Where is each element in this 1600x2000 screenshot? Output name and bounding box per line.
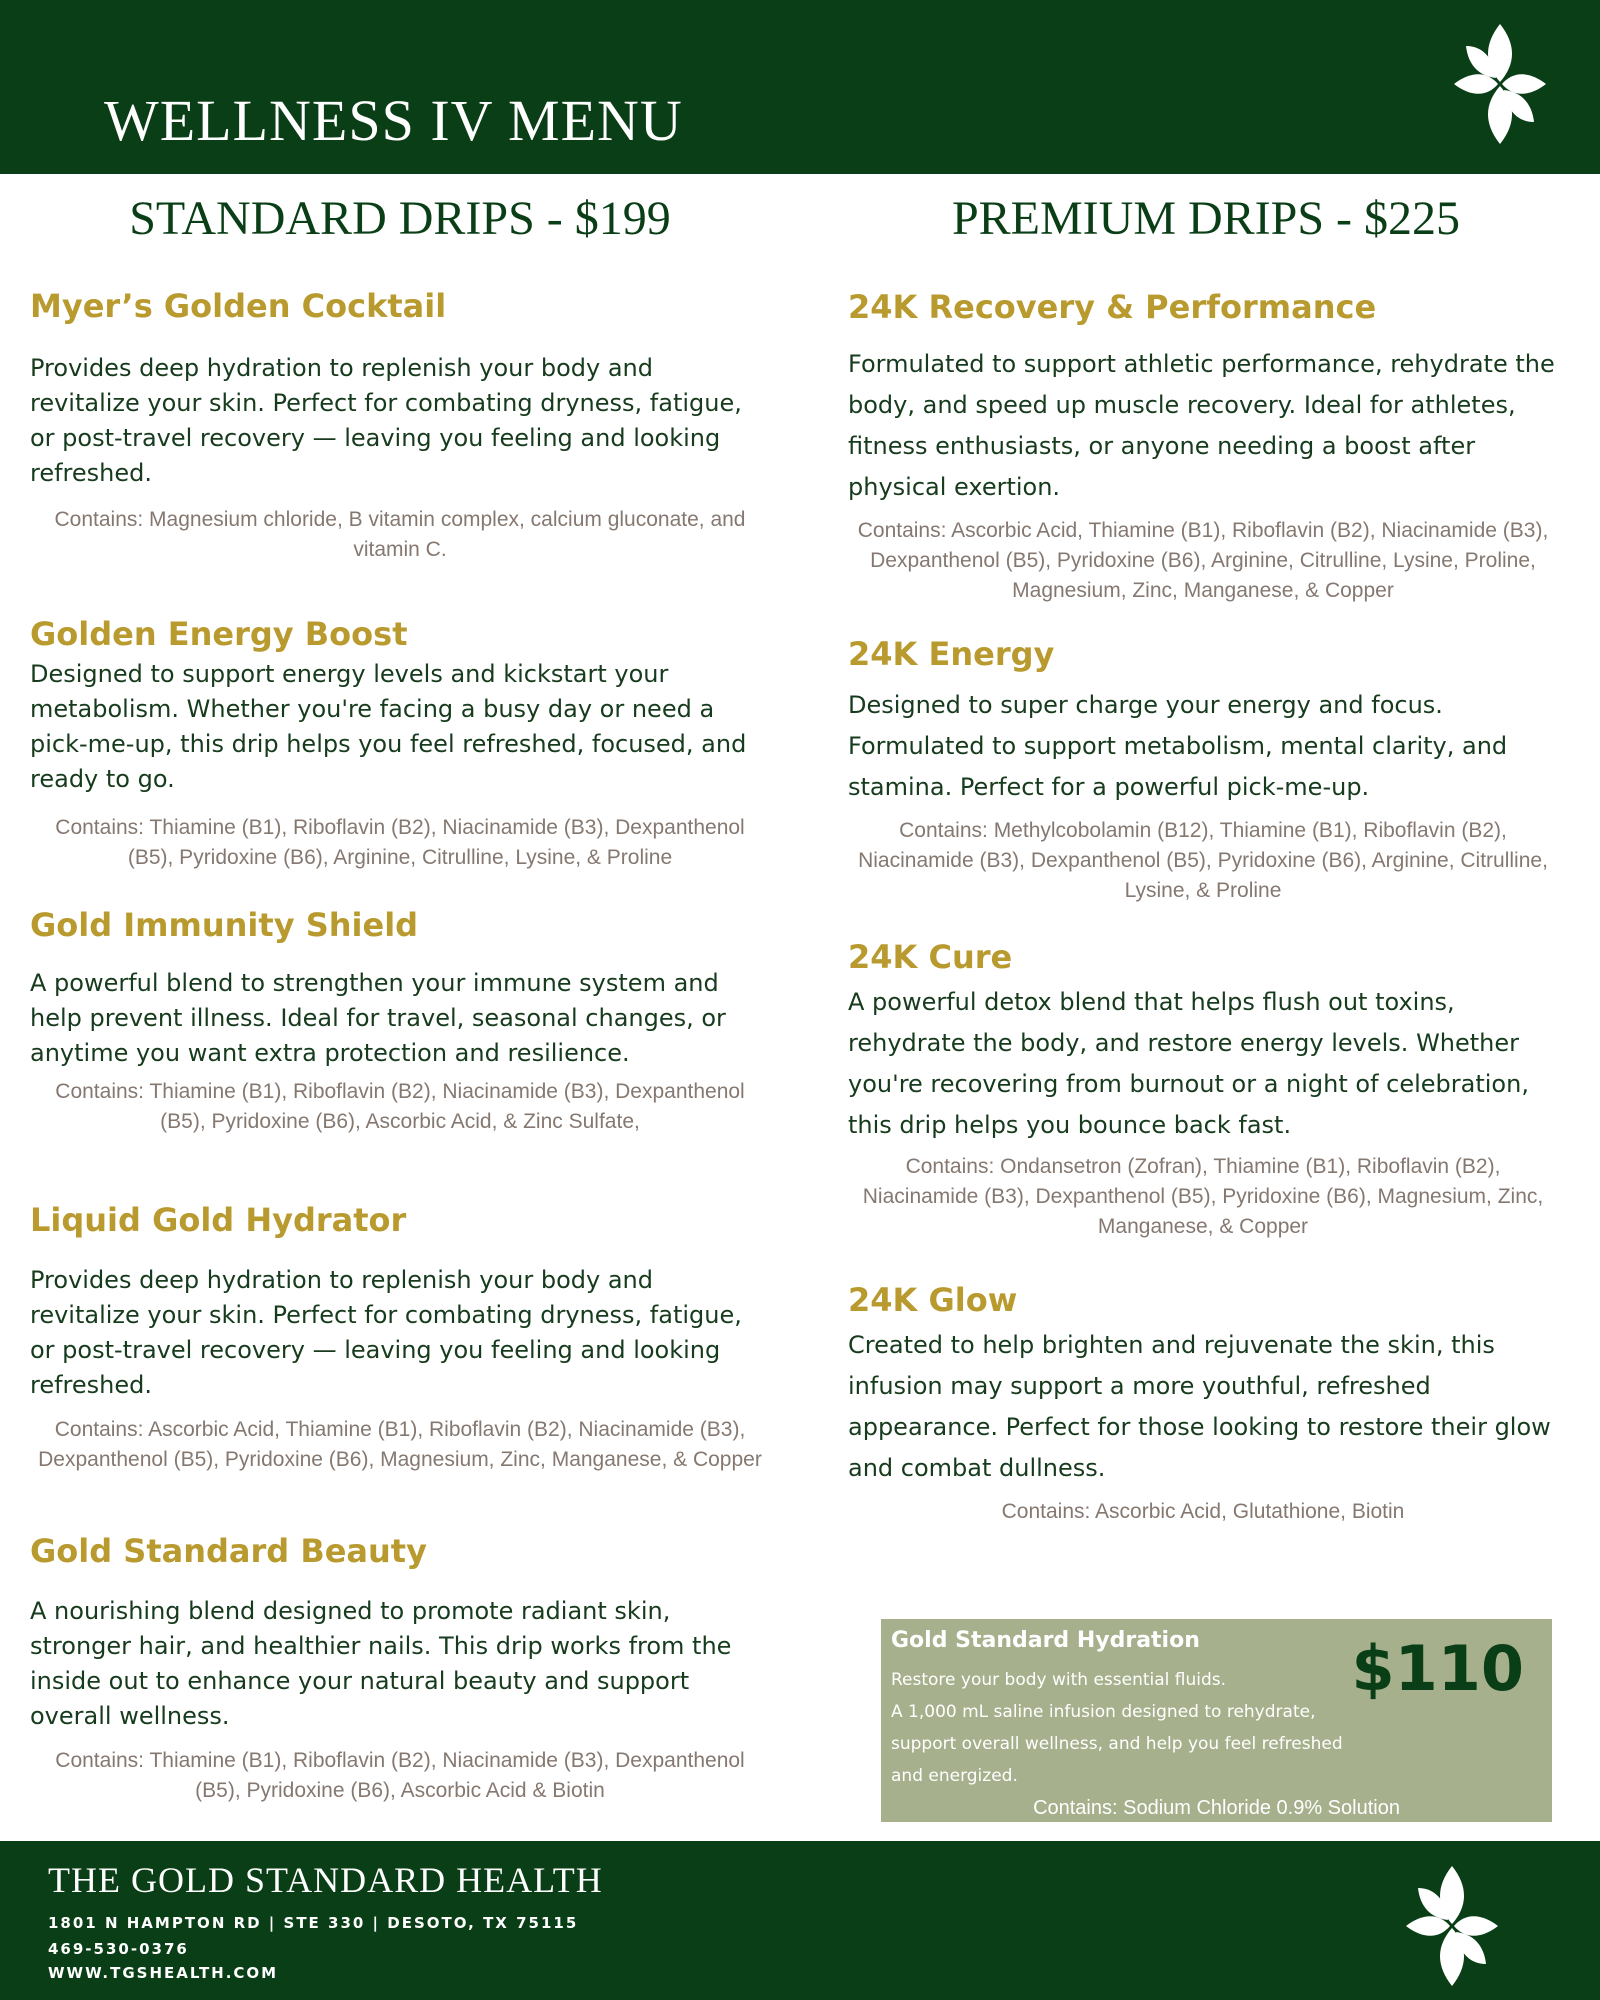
menu-item xyxy=(848,938,1558,1242)
item-contains: Contains: Thiamine (B1), Riboflavin (B2), Niacinamide (B3), Dexpanthenol (B5), Pyridoxine (B6), Ascorbic Acid, & Zinc Sulfate, xyxy=(55,1080,745,1134)
item-description: A nourishing blend designed to promote radiant skin, stronger hair, and healthier nails. This drip works from the inside out to enhance your natural beauty and support overall wellness. xyxy=(30,1597,732,1731)
item-name: Golden Energy Boost xyxy=(30,615,408,653)
item-contains: Contains: Ascorbic Acid, Thiamine (B1), Riboflavin (B2), Niacinamide (B3), Dexpanthenol (B5), Pyridoxine (B6), Arginine, Citrulline, Lysine, Proline, Magnesium, Zinc, Manganese, & Copper xyxy=(857,519,1549,603)
item-description: Formulated to support athletic performance, rehydrate the body, and speed up muscle recovery. Ideal for athletes, fitness enthusiasts, or anyone needing a boost after physical exertion. xyxy=(848,350,1555,502)
premium-drips-heading: PREMIUM DRIPS - $225 xyxy=(951,192,1461,245)
hydration-line-1: Restore your body with essential fluids. xyxy=(891,1669,1227,1690)
hydration-line-2: A 1,000 mL saline infusion designed to rehydrate, support overall wellness, and help you feel refreshed and energized. xyxy=(891,1701,1343,1786)
item-contains: Contains: Magnesium chloride, B vitamin complex, calcium gluconate, and vitamin C. xyxy=(54,508,746,562)
item-name: 24K Glow xyxy=(848,1281,1018,1319)
hydration-contains: Contains: Sodium Chloride 0.9% Solution xyxy=(1033,1797,1400,1819)
leaf-flower-icon xyxy=(1450,20,1550,148)
page-title: WELLNESS IV MENU xyxy=(104,88,683,153)
footer-website: WWW.TGSHEALTH.COM xyxy=(48,1964,279,1982)
leaf-flower-icon xyxy=(1402,1862,1502,1990)
item-name: Liquid Gold Hydrator xyxy=(30,1201,407,1239)
menu-item xyxy=(30,1201,770,1475)
menu-item xyxy=(848,635,1558,906)
hydration-name: Gold Standard Hydration xyxy=(891,1628,1200,1653)
footer-business-name: THE GOLD STANDARD HEALTH xyxy=(48,1860,603,1900)
item-name: Gold Standard Beauty xyxy=(30,1532,427,1570)
item-contains: Contains: Ondansetron (Zofran), Thiamine (B1), Riboflavin (B2), Niacinamide (B3), Dexpanthenol (B5), Pyridoxine (B6), Magnesium, Zinc, Manganese, & Copper xyxy=(862,1155,1544,1239)
item-contains: Contains: Thiamine (B1), Riboflavin (B2), Niacinamide (B3), Dexpanthenol (B5), Pyridoxine (B6), Arginine, Citrulline, Lysine, & Proline xyxy=(55,816,745,870)
item-description: A powerful blend to strengthen your immune system and help prevent illness. Ideal for travel, seasonal changes, or anytime you want extra protection and resilience. xyxy=(30,969,726,1068)
item-contains: Contains: Ascorbic Acid, Thiamine (B1), Riboflavin (B2), Niacinamide (B3), Dexpanthenol (B5), Pyridoxine (B6), Magnesium, Zinc, Manganese, & Copper xyxy=(38,1418,762,1472)
item-name: Myer’s Golden Cocktail xyxy=(30,287,447,325)
footer-phone: 469-530-0376 xyxy=(48,1940,189,1958)
item-description: A powerful detox blend that helps flush out toxins, rehydrate the body, and restore energy levels. Whether you're recovering from burnout or a night of celebration, this drip helps you bounce back fast. xyxy=(848,988,1529,1140)
menu-item xyxy=(30,1532,770,1806)
menu-item xyxy=(30,615,770,873)
item-contains: Contains: Thiamine (B1), Riboflavin (B2), Niacinamide (B3), Dexpanthenol (B5), Pyridoxine (B6), Ascorbic Acid & Biotin xyxy=(55,1749,745,1803)
item-description: Designed to super charge your energy and focus. Formulated to support metabolism, mental clarity, and stamina. Perfect for a powerful pick-me-up. xyxy=(848,691,1508,802)
footer-address: 1801 N HAMPTON RD | STE 330 | DESOTO, TX 75115 xyxy=(48,1914,579,1932)
item-name: 24K Energy xyxy=(848,635,1055,673)
hydration-price: $110 xyxy=(1351,1632,1524,1705)
menu-item xyxy=(30,287,770,565)
item-contains: Contains: Ascorbic Acid, Glutathione, Biotin xyxy=(1001,1500,1405,1524)
item-description: Created to help brighten and rejuvenate the skin, this infusion may support a more youthful, refreshed appearance. Perfect for those looking to restore their glow and combat dullness. xyxy=(848,1331,1551,1483)
item-name: Gold Immunity Shield xyxy=(30,906,419,944)
menu-item xyxy=(848,1281,1558,1527)
hydration-callout xyxy=(881,1619,1552,1822)
item-contains: Contains: Methylcobolamin (B12), Thiamine (B1), Riboflavin (B2), Niacinamide (B3), Dexpanthenol (B5), Pyridoxine (B6), Arginine, Citrulline, Lysine, & Proline xyxy=(858,819,1548,903)
hydration-description xyxy=(891,1664,1371,1792)
item-name: 24K Recovery & Performance xyxy=(848,288,1377,326)
standard-drips-heading: STANDARD DRIPS - $199 xyxy=(129,192,671,245)
item-description: Designed to support energy levels and kickstart your metabolism. Whether you're facing a busy day or need a pick-me-up, this drip helps you feel refreshed, focused, and ready to go. xyxy=(30,660,747,794)
item-name: 24K Cure xyxy=(848,938,1013,976)
item-description: Provides deep hydration to replenish your body and revitalize your skin. Perfect for combating dryness, fatigue, or post-travel recovery — leaving you feeling and looking refreshed. xyxy=(30,1266,742,1400)
menu-item xyxy=(30,906,770,1137)
item-description: Provides deep hydration to replenish your body and revitalize your skin. Perfect for combating dryness, fatigue, or post-travel recovery — leaving you feeling and looking refreshed. xyxy=(30,354,742,488)
menu-item xyxy=(848,288,1558,606)
